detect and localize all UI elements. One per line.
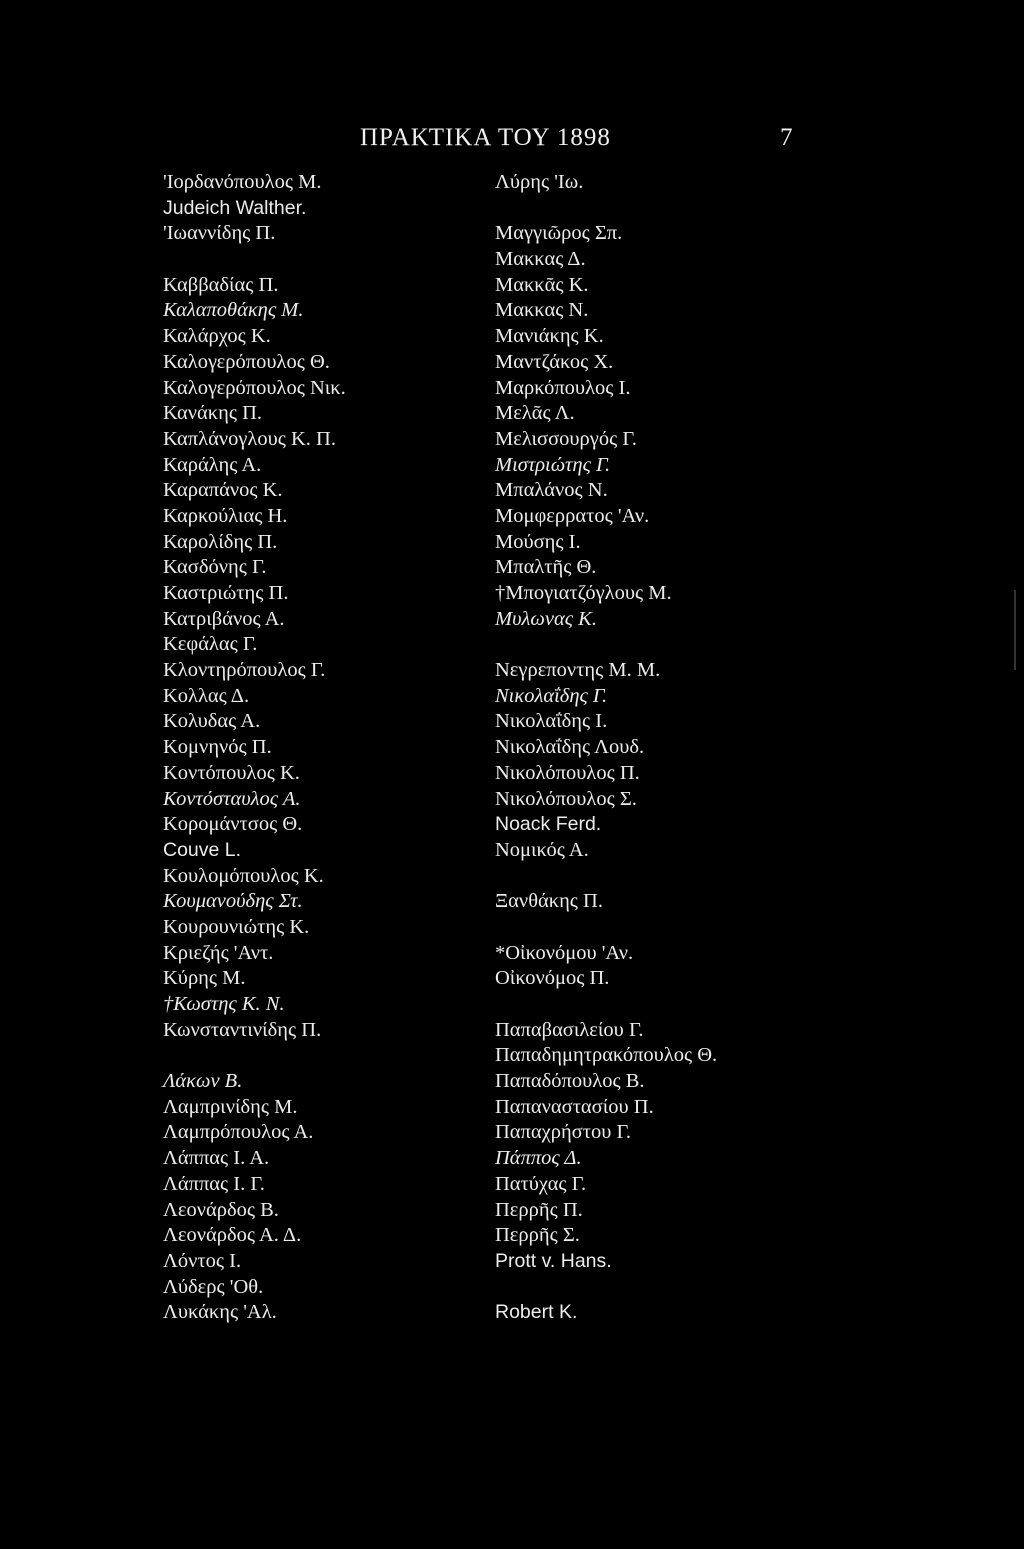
name-entry: Κουλομόπουλος Κ.: [163, 864, 324, 887]
name-entry: Νεγρεποντης Μ. Μ.: [495, 659, 661, 682]
name-entry: Περρῆς Π.: [495, 1198, 583, 1221]
name-entry: Μανιάκης Κ.: [495, 325, 604, 348]
name-entry: Κομνηνός Π.: [163, 736, 272, 759]
name-entry: Μαντζάκος Χ.: [495, 350, 614, 373]
name-entry: Νικολαΐδης Γ.: [495, 684, 608, 707]
name-entry: Κουρουνιώτης Κ.: [163, 915, 310, 938]
name-entry: Κατριβάνος Α.: [163, 607, 285, 630]
name-entry: Λυκάκης 'Αλ.: [163, 1301, 277, 1324]
name-entry: Κολλας Δ.: [163, 684, 250, 707]
name-entry: Καράλης Α.: [163, 453, 262, 476]
name-entry: Μιστριώτης Γ.: [495, 453, 611, 476]
name-entry: Λάκων Β.: [163, 1070, 243, 1093]
name-entry: Κουμανούδης Στ.: [163, 890, 303, 913]
page-header-title: ΠΡΑΚΤΙΚΑ ΤΟΥ 1898: [360, 124, 611, 151]
name-entry: Νομικός Α.: [495, 838, 589, 861]
name-entry: Λύδερς 'Οθ.: [163, 1275, 264, 1298]
blank-line: [163, 1043, 493, 1069]
name-entry: Καπλάνογλους Κ. Π.: [163, 427, 336, 450]
name-entry: Κύρης Μ.: [163, 967, 246, 990]
name-entry: Μελισσουργός Γ.: [495, 427, 637, 450]
name-entry: Λύρης 'Ιω.: [495, 171, 584, 193]
name-entry: Κωνσταντινίδης Π.: [163, 1018, 322, 1041]
name-entry: Νικολόπουλος Π.: [495, 761, 640, 784]
name-entry: 'Ιορδανόπουλος Μ.: [163, 171, 322, 193]
name-entry: Μακκας Δ.: [495, 248, 586, 271]
name-entry: Λάππας Ι. Α.: [163, 1147, 270, 1170]
name-entry: Παπαναστασίου Π.: [495, 1095, 654, 1118]
name-entry: Judeich Walther.: [163, 196, 307, 219]
name-entry: Λάππας Ι. Γ.: [163, 1172, 265, 1195]
name-entry: Μελᾶς Λ.: [495, 402, 575, 425]
name-entry: Κορομάντσος Θ.: [163, 813, 303, 836]
name-entry: Μούσης Ι.: [495, 530, 581, 553]
name-entry: Παπαδημητρακόπουλος Θ.: [495, 1044, 718, 1067]
name-entry: †Κωστης Κ. Ν.: [163, 993, 285, 1015]
name-entry: Νικολαΐδης Ι.: [495, 710, 608, 733]
name-entry: Μαρκόπουλος Ι.: [495, 376, 631, 399]
name-entry: Κολυδας Α.: [163, 710, 261, 733]
name-entry: Λεονάρδος Α. Δ.: [163, 1224, 302, 1247]
name-entry: Noack Ferd.: [495, 813, 602, 836]
name-entry: Μακκᾶς Κ.: [495, 273, 589, 296]
name-entry: Κλοντηρόπουλος Γ.: [163, 659, 326, 682]
blank-line: [495, 864, 875, 890]
left-name-column: [163, 170, 493, 1326]
name-entry: *Οἰκονόμου 'Αν.: [495, 941, 634, 964]
name-entry: Παπαχρήστου Γ.: [495, 1121, 632, 1144]
name-entry: Λόντος Ι.: [163, 1249, 242, 1272]
name-entry: Κοντόπουλος Κ.: [163, 761, 300, 784]
name-entry: Couve L.: [163, 838, 242, 861]
name-entry: Λεονάρδος Β.: [163, 1198, 279, 1221]
name-entry: Μαγγιῶρος Σπ.: [495, 222, 623, 245]
name-entry: Καλογερόπουλος Θ.: [163, 350, 330, 373]
name-entry: Νικολόπουλος Σ.: [495, 787, 637, 810]
name-entry: Prott v. Hans.: [495, 1249, 612, 1272]
right-name-column: [495, 170, 875, 1326]
name-entry: Πάππος Δ.: [495, 1147, 582, 1170]
name-entry: Καλάρχος Κ.: [163, 325, 271, 348]
name-entry: 'Ιωαννίδης Π.: [163, 222, 276, 245]
name-entry: Πατύχας Γ.: [495, 1172, 587, 1195]
blank-line: [495, 992, 875, 1018]
name-entry: Μακκας Ν.: [495, 299, 589, 322]
name-entry: Κριεζής 'Αντ.: [163, 941, 274, 964]
blank-line: [495, 632, 875, 658]
name-entry: Νικολαΐδης Λουδ.: [495, 736, 645, 759]
name-entry: Κοντόσταυλος Α.: [163, 787, 301, 810]
name-entry: Καρολίδης Π.: [163, 530, 278, 553]
name-entry: †Μπογιατζόγλους Μ.: [495, 582, 672, 604]
blank-line: [163, 247, 493, 273]
name-entry: Λαμπρόπουλος Α.: [163, 1121, 314, 1144]
name-entry: Λαμπρινίδης Μ.: [163, 1095, 298, 1118]
name-entry: Ξανθάκης Π.: [495, 890, 603, 913]
name-entry: Μπαλτῆς Θ.: [495, 556, 597, 579]
blank-line: [495, 1275, 875, 1301]
name-entry: Καρκούλιας Η.: [163, 504, 288, 527]
page-number: 7: [780, 124, 793, 151]
name-entry: Καλαποθάκης Μ.: [163, 299, 304, 322]
name-entry: Καββαδίας Π.: [163, 273, 279, 296]
name-entry: Robert K.: [495, 1301, 578, 1324]
scan-edge-mark: [1014, 590, 1016, 670]
name-entry: Περρῆς Σ.: [495, 1224, 580, 1247]
blank-line: [495, 915, 875, 941]
name-entry: Παπαβασιλείου Γ.: [495, 1018, 644, 1041]
name-entry: Κανάκης Π.: [163, 402, 263, 425]
name-entry: Παπαδόπουλος Β.: [495, 1070, 645, 1093]
blank-line: [495, 196, 875, 222]
name-entry: Μπαλάνος Ν.: [495, 479, 608, 502]
name-entry: Μομφερρατος 'Αν.: [495, 504, 650, 527]
name-entry: Οἰκονόμος Π.: [495, 967, 610, 990]
name-entry: Κασδόνης Γ.: [163, 556, 267, 579]
name-entry: Κεφάλας Γ.: [163, 633, 258, 656]
name-entry: Καλογερόπουλος Νικ.: [163, 376, 346, 399]
name-entry: Καστριώτης Π.: [163, 582, 289, 604]
name-entry: Καραπάνος Κ.: [163, 479, 283, 502]
name-entry: Μυλωνας Κ.: [495, 607, 597, 630]
